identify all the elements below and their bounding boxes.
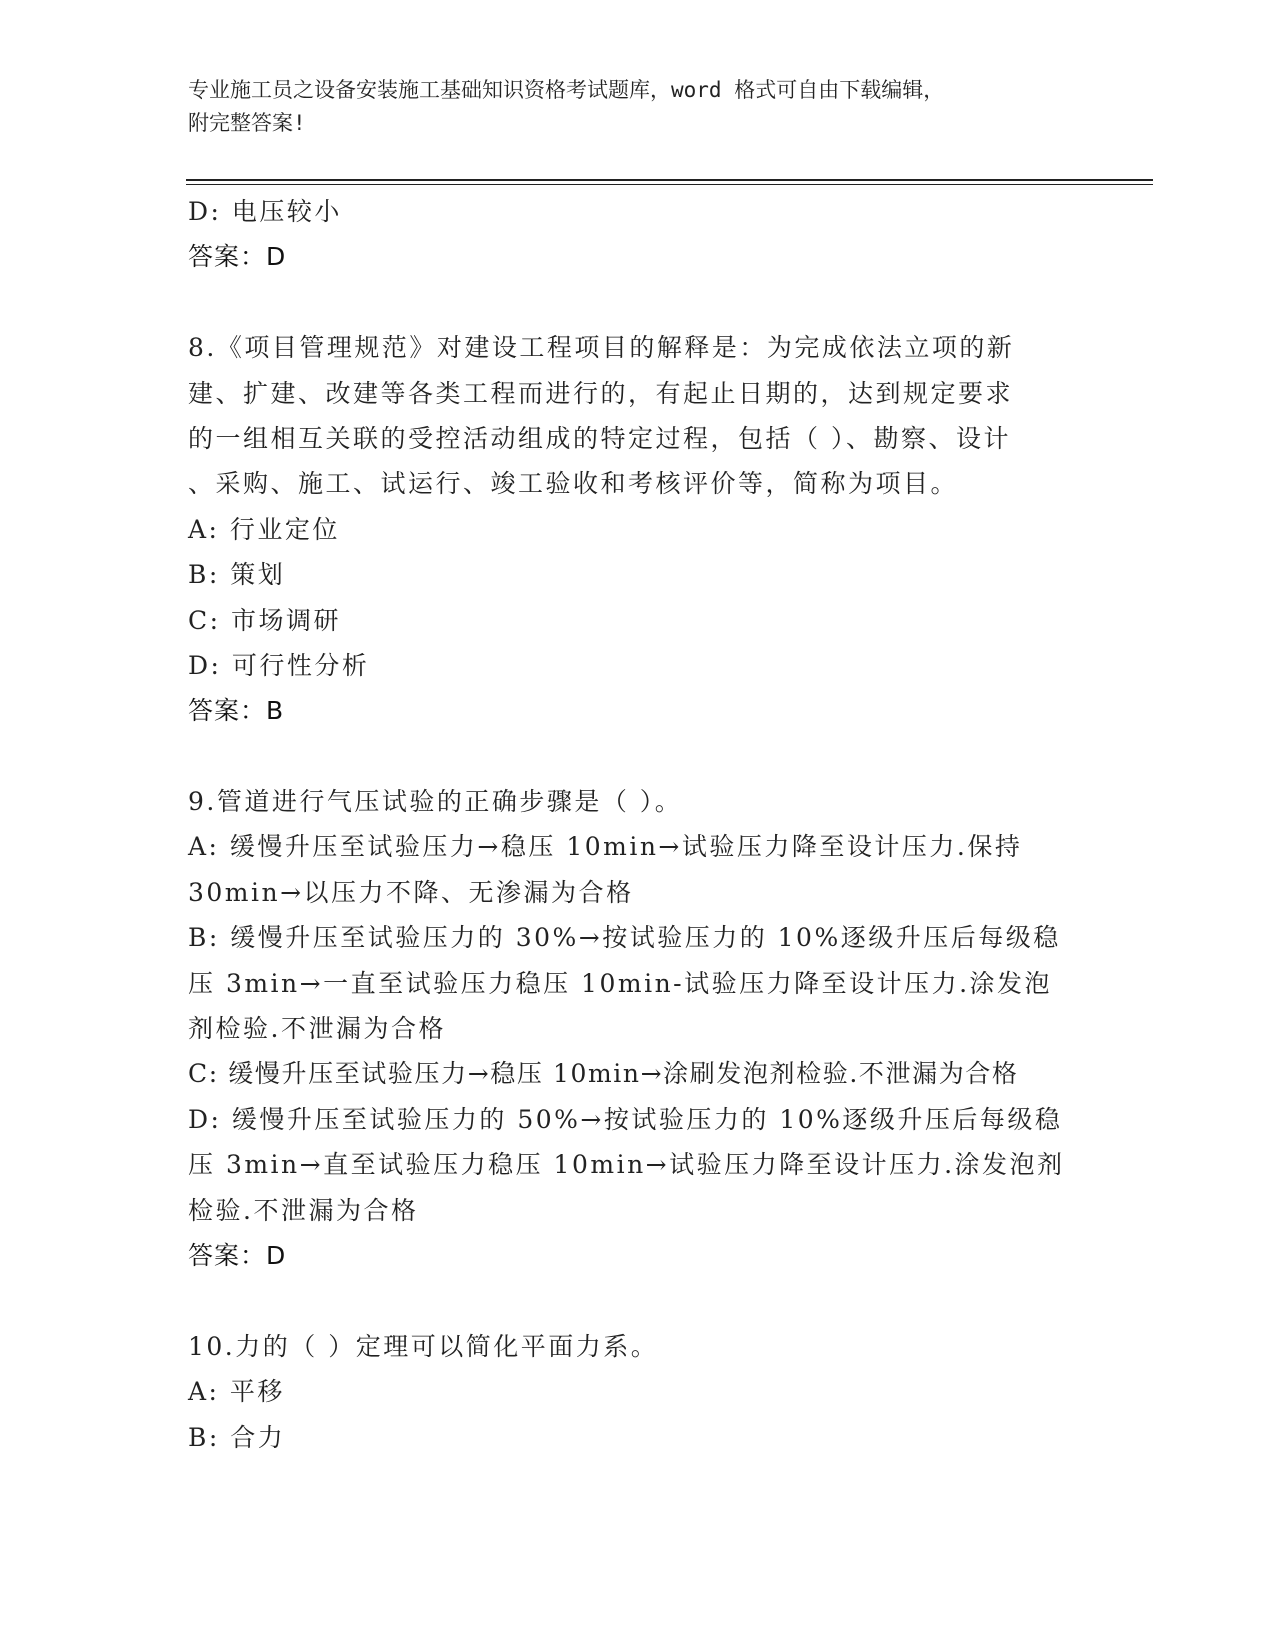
q8-option-d: D: 可行性分析 — [188, 650, 370, 680]
header-line-2: 附完整答案! — [188, 111, 306, 135]
q10-option-b: B: 合力 — [188, 1422, 286, 1452]
q9-option-a-line-1: A: 缓慢升压至试验压力→稳压 10min→试验压力降至设计压力.保持 — [188, 832, 1023, 862]
q7-answer: 答案：D — [188, 242, 287, 272]
q10-stem: 10.力的（ ）定理可以简化平面力系。 — [188, 1331, 659, 1361]
q8-stem-line-3: 的一组相互关联的受控活动组成的特定过程，包括（ ）、勘察、设计 — [188, 423, 1011, 453]
q9-option-c: C: 缓慢升压至试验压力→稳压 10min→涂刷发泡剂检验.不泄漏为合格 — [188, 1059, 1019, 1089]
q8-option-b: B: 策划 — [188, 560, 286, 590]
spacer — [188, 1278, 1088, 1323]
q9-answer: 答案：D — [188, 1240, 287, 1270]
header-divider-thin — [186, 184, 1153, 185]
q8-stem-line-2: 建、扩建、改建等各类工程而进行的，有起止日期的，达到规定要求 — [188, 378, 1014, 408]
q9-option-b-line-1: B: 缓慢升压至试验压力的 30%→按试验压力的 10%逐级升压后每级稳 — [188, 923, 1061, 953]
q8-stem-line-4: 、采购、施工、试运行、竣工验收和考核评价等，简称为项目。 — [188, 469, 959, 499]
q9-option-a-line-2: 30min→以压力不降、无渗漏为合格 — [188, 877, 634, 907]
question-content — [188, 189, 1088, 1460]
spacer — [188, 734, 1088, 779]
q9-option-d-line-3: 检验.不泄漏为合格 — [188, 1195, 419, 1225]
q9-stem: 9.管道进行气压试验的正确步骤是（ ）。 — [188, 787, 683, 817]
header-line-1: 专业施工员之设备安装施工基础知识资格考试题库，word 格式可自由下载编辑， — [188, 78, 945, 102]
q9-option-d-line-2: 压 3min→直至试验压力稳压 10min→试验压力降至设计压力.涂发泡剂 — [188, 1150, 1065, 1180]
q9-option-b-line-3: 剂检验.不泄漏为合格 — [188, 1014, 446, 1044]
q9-option-b-line-2: 压 3min→一直至试验压力稳压 10min-试验压力降至设计压力.涂发泡 — [188, 968, 1053, 998]
document-header — [188, 74, 1068, 140]
q9-option-d-line-1: D: 缓慢升压至试验压力的 50%→按试验压力的 10%逐级升压后每级稳 — [188, 1104, 1063, 1134]
q10-option-a: A: 平移 — [188, 1377, 285, 1407]
q8-answer: 答案：B — [188, 696, 285, 726]
spacer — [188, 280, 1088, 325]
header-divider-thick — [186, 179, 1153, 181]
q8-option-c: C: 市场调研 — [188, 605, 341, 635]
q8-option-a: A: 行业定位 — [188, 514, 340, 544]
q7-option-d: D: 电压较小 — [188, 197, 342, 226]
q8-stem-line-1: 8.《项目管理规范》对建设工程项目的解释是：为完成依法立项的新 — [188, 333, 1015, 363]
